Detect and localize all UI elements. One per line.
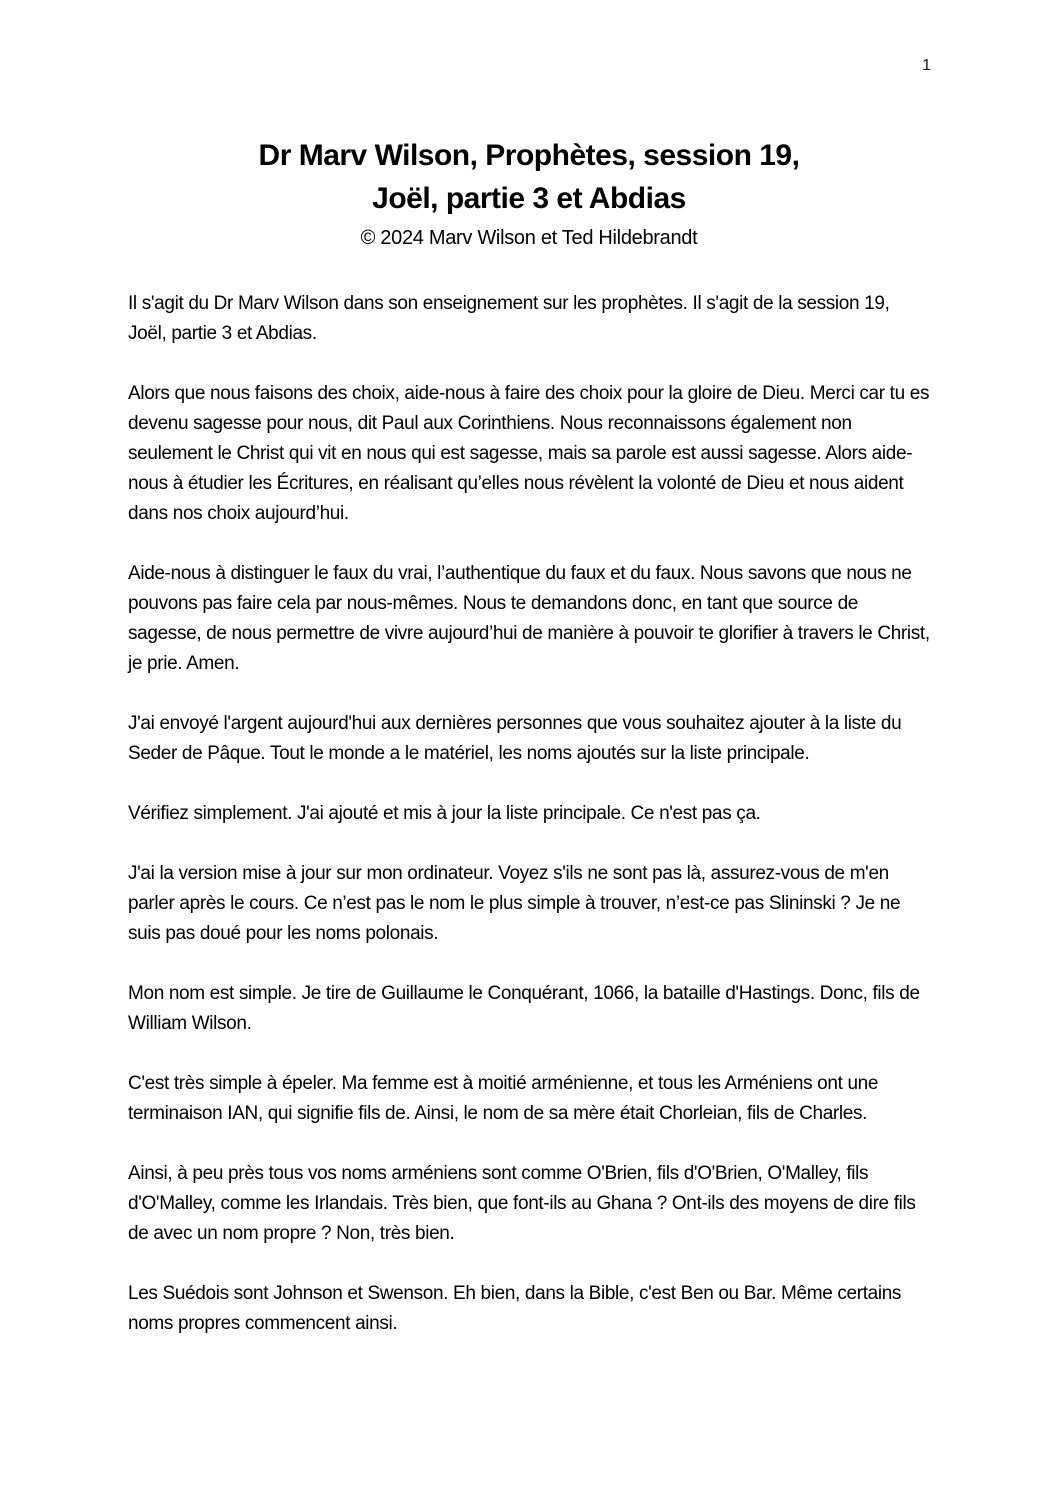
title-line-1: Dr Marv Wilson, Prophètes, session 19, <box>258 139 800 172</box>
paragraph-9: Ainsi, à peu près tous vos noms arméniens sont comme O'Brien, fils d'O'Brien, O'Malley, fils d'O'Malley, comme les Irlandais. Très bien, que font-ils au Ghana ? Ont-ils des moyens de dire fils de avec un nom propre ? Non, très bien. <box>128 1163 916 1244</box>
paragraph-2: Alors que nous faisons des choix, aide-nous à faire des choix pour la gloire de Dieu. Merci car tu es devenu sagesse pour nous, dit Paul aux Corinthiens. Nous reconnaissons également non seulement le Christ qui vit en nous qui est sagesse, mais sa parole est aussi sagesse. Alors aide-nous à étudier les Écritures, en réalisant qu’elles nous révèlent la volonté de Dieu et nous aident dans nos choix aujourd’hui. <box>128 383 930 524</box>
paragraph-7: Mon nom est simple. Je tire de Guillaume le Conquérant, 1066, la bataille d'Hastings. Donc, fils de William Wilson. <box>128 983 920 1034</box>
paragraph-6: J'ai la version mise à jour sur mon ordinateur. Voyez s'ils ne sont pas là, assurez-vous de m'en parler après le cours. Ce n’est pas le nom le plus simple à trouver, n’est-ce pas Slininski ? Je ne suis pas doué pour les noms polonais. <box>128 863 901 944</box>
document-title <box>128 134 930 220</box>
paragraph-4: J'ai envoyé l'argent aujourd'hui aux dernières personnes que vous souhaitez ajouter à la liste du Seder de Pâque. Tout le monde a le matériel, les noms ajoutés sur la liste principale. <box>128 713 902 764</box>
paragraph-1: Il s'agit du Dr Marv Wilson dans son enseignement sur les prophètes. Il s'agit de la session 19, Joël, partie 3 et Abdias. <box>128 293 890 344</box>
paragraph-10: Les Suédois sont Johnson et Swenson. Eh bien, dans la Bible, c'est Ben ou Bar. Même certains noms propres commencent ainsi. <box>128 1283 902 1334</box>
copyright-line: © 2024 Marv Wilson et Ted Hildebrandt <box>360 227 698 249</box>
page-number: 1 <box>922 57 931 74</box>
paragraph-8: C'est très simple à épeler. Ma femme est à moitié arménienne, et tous les Arméniens ont une terminaison IAN, qui signifie fils de. Ainsi, le nom de sa mère était Chorleian, fils de Charles. <box>128 1073 879 1124</box>
paragraph-5: Vérifiez simplement. J'ai ajouté et mis à jour la liste principale. Ce n'est pas ça. <box>128 803 761 824</box>
paragraph-3: Aide-nous à distinguer le faux du vrai, l’authentique du faux et du faux. Nous savons que nous ne pouvons pas faire cela par nous-mêmes. Nous te demandons donc, en tant que source de sagesse, de nous permettre de vivre aujourd’hui de manière à pouvoir te glorifier à travers le Christ, je prie. Amen. <box>128 563 930 674</box>
document-body <box>128 289 930 1339</box>
title-line-2: Joël, partie 3 et Abdias <box>372 182 686 215</box>
